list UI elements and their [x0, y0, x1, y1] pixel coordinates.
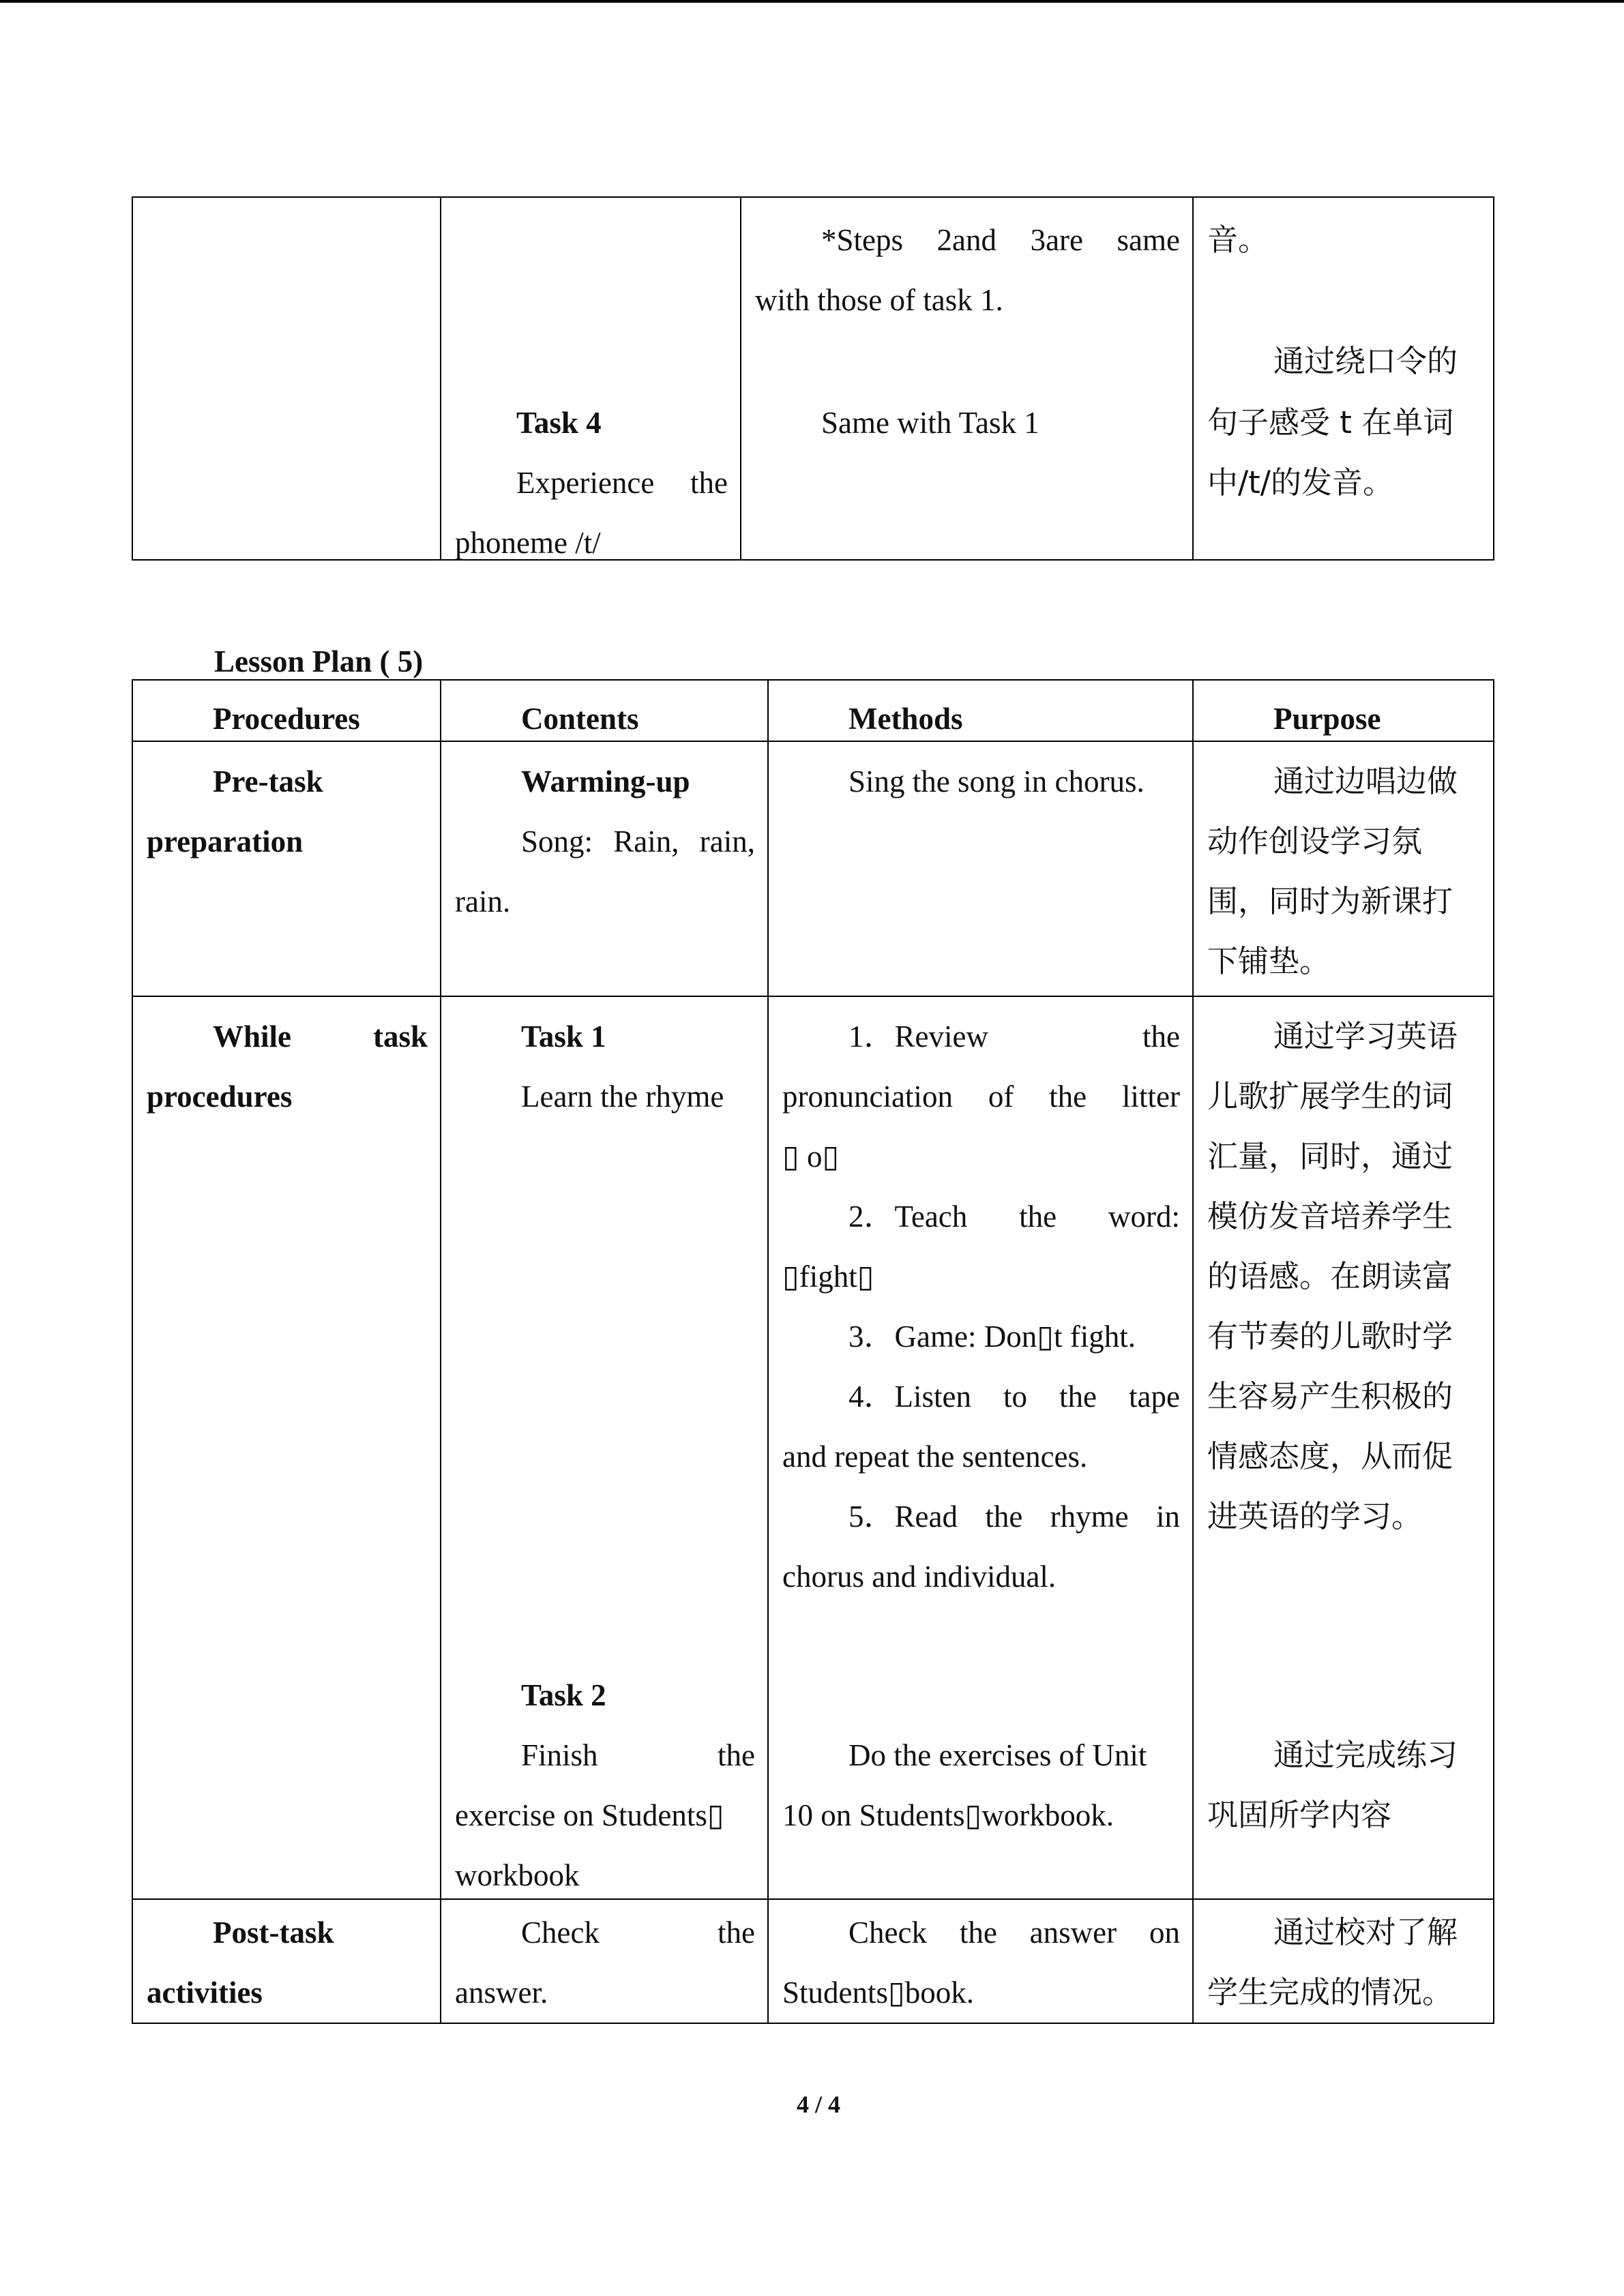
task4-methods-cell	[741, 197, 1193, 560]
page-number: 4 / 4	[797, 2091, 841, 2118]
pre-task-procedure: Pre-task preparation	[132, 741, 441, 996]
task4-line1: Experience the	[516, 466, 728, 500]
pre-task-purpose: 通过边唱边做 动作创设学习氛 围，同时为新课打 下铺垫。	[1193, 741, 1494, 996]
purpose-line3: 句子感受 t 在单词	[1207, 404, 1454, 441]
task1-title: Task 1	[521, 1019, 606, 1054]
while-task-contents: Task 1 Learn the rhyme Task 2 Finish the exercise on Students▯ workbook	[441, 996, 768, 1899]
post-task-row	[132, 1899, 1494, 2023]
continued-table	[132, 196, 1494, 561]
pre-task-contents: Warming-up Song: Rain, rain, rain.	[441, 741, 768, 996]
steps-line2: with those of task 1.	[755, 283, 1003, 317]
task2-line2: exercise on Students▯	[455, 1798, 724, 1832]
purpose-line4: 中/t/的发音。	[1207, 464, 1393, 501]
header-contents: Contents	[441, 680, 768, 741]
pre-task-methods: Sing the song in chorus.	[768, 741, 1193, 996]
post-task-purpose: 通过校对了解 学生完成的情况。	[1193, 1899, 1494, 2023]
while-task-methods: 1．Review the pronunciation of the litter ▯ o▯ 2．Teach the word: ▯fight▯ 3．Game: Don▯t fight. 4．Listen to the tape and repeat the sentences. 5．Read the rhyme in chorus and individual. Do the exercises of Unit 10 on Students▯workbook.	[768, 996, 1193, 1899]
task4-purpose-cell	[1193, 197, 1494, 560]
task2-title: Task 2	[521, 1678, 606, 1712]
post-task-procedure: Post-task activities	[132, 1899, 441, 2023]
task4-line2: phoneme /t/	[455, 526, 601, 560]
while-task-row	[132, 996, 1494, 1899]
pre-task-row	[132, 741, 1494, 996]
while-task-purpose: 通过学习英语 儿歌扩展学生的词 汇量，同时，通过 模仿发音培养学生 的语感。在朗读富 有节奏的儿歌时学 生容易产生积极的 情感态度，从而促 进英语的学习。 通过完成练习 巩固所学内容	[1193, 996, 1494, 1899]
header-row	[132, 680, 1494, 741]
steps-line1: *Steps 2and 3are same	[821, 223, 1180, 257]
purpose-line1: 音。	[1207, 222, 1269, 258]
header-procedures: Procedures	[132, 680, 441, 741]
task2-line3: workbook	[455, 1858, 580, 1892]
lesson-plan-caption: Lesson Plan ( 5)	[214, 644, 424, 679]
post-task-methods: Check the answer on Students▯book.	[768, 1899, 1193, 2023]
task1-line: Learn the rhyme	[521, 1079, 724, 1114]
while-task-procedure: While task procedures	[132, 996, 441, 1899]
task4-content-cell	[441, 197, 741, 560]
lesson-plan-table	[132, 679, 1494, 2024]
post-task-contents: Check the answer.	[441, 1899, 768, 2023]
procedure-cell-empty	[132, 197, 441, 560]
header-purpose: Purpose	[1193, 680, 1494, 741]
purpose-line2: 通过绕口令的	[1273, 343, 1458, 379]
task4-title: Task 4	[516, 406, 602, 440]
same-with-task1: Same with Task 1	[821, 406, 1039, 440]
header-methods: Methods	[768, 680, 1193, 741]
